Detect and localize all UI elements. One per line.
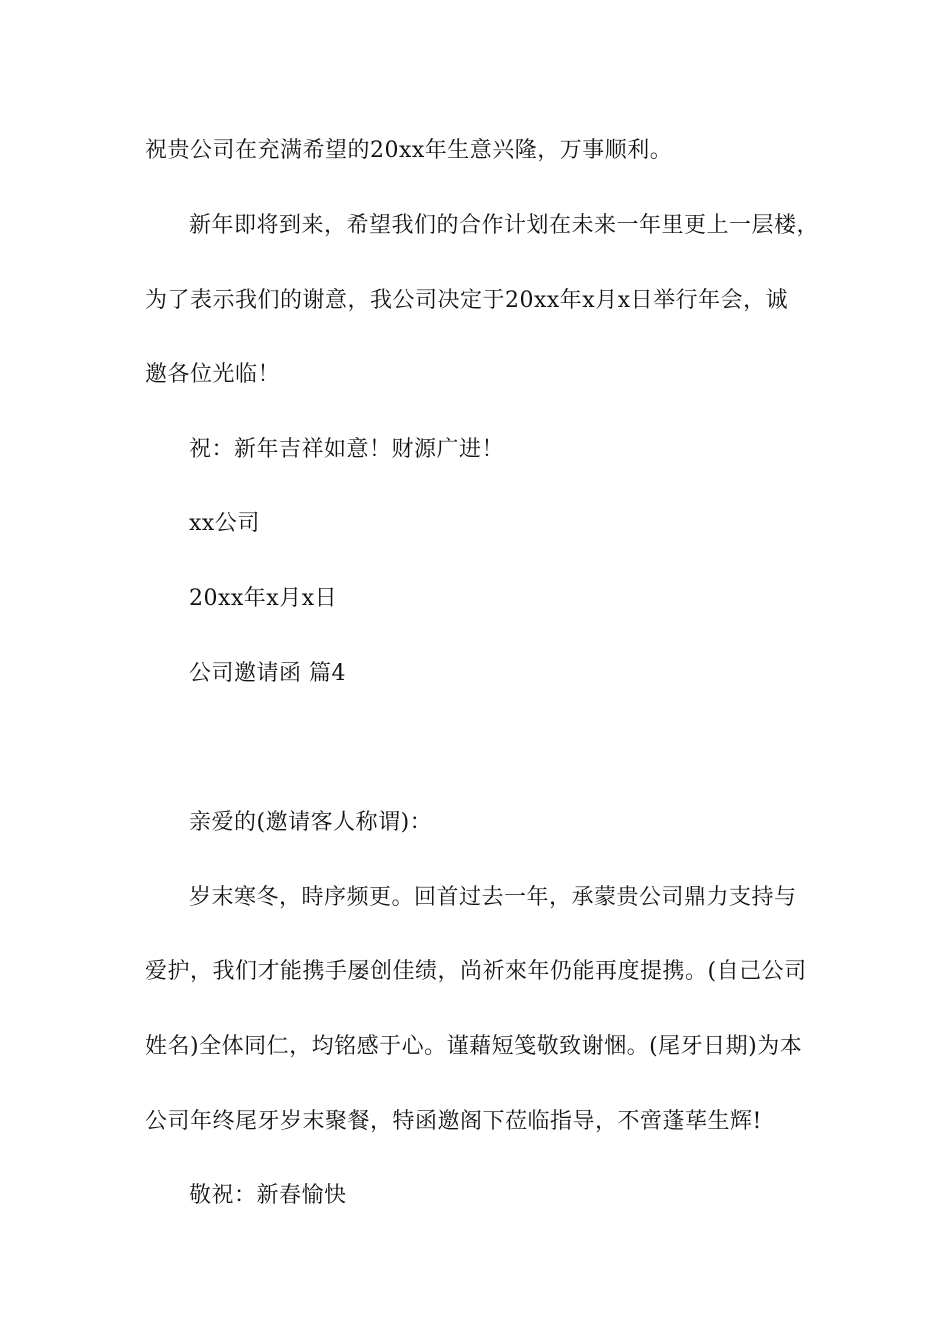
paragraph-line: 祝贵公司在充满希望的20xx年生意兴隆，万事顺利。 (145, 138, 673, 163)
paragraph-line: 爱护，我们才能携手屡创佳绩，尚祈來年仍能再度提携。(自己公司 (145, 959, 807, 984)
salutation-line: 亲爱的(邀请客人称谓)： (189, 810, 433, 835)
section-heading: 公司邀请函 篇4 (189, 661, 346, 686)
paragraph-line: 邀各位光临！ (145, 362, 281, 387)
paragraph-line: 为了表示我们的谢意，我公司决定于20xx年x月x日举行年会，诚 (145, 288, 789, 313)
signature-company: xx公司 (189, 511, 260, 536)
paragraph-line: 公司年终尾牙岁末聚餐，特函邀阁下莅临指导，不啻蓬荜生辉! (145, 1109, 762, 1134)
signature-date: 20xx年x月x日 (189, 586, 338, 611)
paragraph-line: 岁末寒冬，時序频更。回首过去一年，承蒙贵公司鼎力支持与 (189, 885, 797, 910)
paragraph-line: 新年即将到来，希望我们的合作计划在未来一年里更上一层楼， (189, 213, 820, 238)
closing-line: 敬祝：新春愉快 (189, 1183, 347, 1208)
greeting-line: 祝：新年吉祥如意！财源广进！ (189, 437, 505, 462)
paragraph-line: 姓名)全体同仁，均铭感于心。谨藉短笺敬致谢悃。(尾牙日期)为本 (145, 1034, 803, 1059)
